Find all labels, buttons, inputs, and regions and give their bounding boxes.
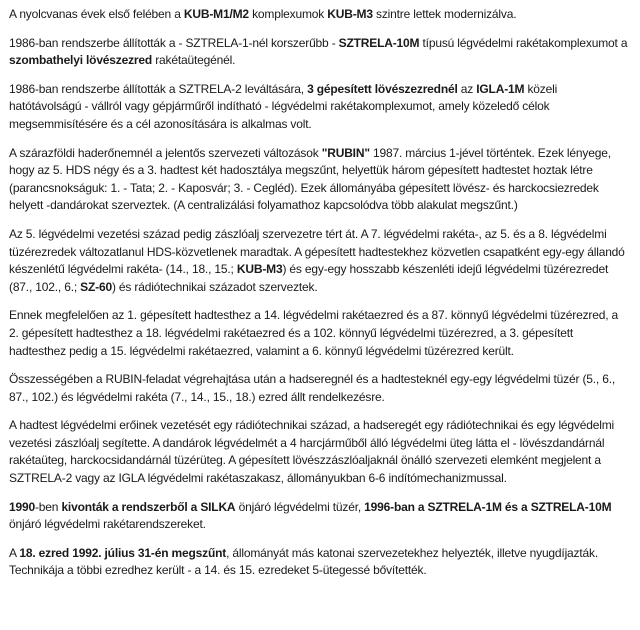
- bold-text-run: "RUBIN": [321, 145, 370, 160]
- text-run: az: [457, 81, 477, 96]
- paragraph: [9, 371, 630, 406]
- text-run: A: [9, 545, 20, 560]
- text-run: önjáró légvédelmi tüzér,: [235, 499, 365, 514]
- paragraph: [9, 307, 630, 360]
- text-run: A szárazföldi haderőnemnél a jelentős szervezeti változások: [9, 145, 322, 160]
- text-run: A hadtest légvédelmi erőinek vezetését egy rádiótechnikai század, a hadseregét egy rádiótechnikai és egy légvédelmi vezetési zászlóalj segítette. A dandárok légvédelmét a 4 harcjárműből álló légvédelmi üteg látta el - lövészdandárnál rakétaüteg, harckocsidandárnál tüzérüteg. A gépesített lövészzászlóaljaknál önálló szervezeti elemként megjelent a SZTRELA-2 vagy az IGLA légvédelmi rakétaszakasz, állományukban 6-6 indítómechanizmussal.: [9, 418, 615, 486]
- paragraph: [9, 226, 630, 296]
- text-run: közeli hatótávolságú - vállról vagy gépjárműről indítható - légvédelmi rakétakomplexumot, amely közeledő célok megsemmisítésére és a cél azonosítására is alkalmas volt.: [9, 81, 558, 131]
- paragraph: [9, 545, 630, 580]
- paragraph: [9, 145, 630, 215]
- paragraph: [9, 35, 630, 70]
- bold-text-run: SZ-60: [80, 279, 112, 294]
- paragraph: [9, 499, 630, 534]
- bold-text-run: KUB-M1/M2: [183, 7, 249, 21]
- text-run: 1986-ban rendszerbe állították a SZTRELA-2 leváltására,: [9, 81, 308, 96]
- text-run: komplexumok: [248, 7, 328, 21]
- bold-text-run: IGLA-1M: [476, 81, 525, 96]
- bold-text-run: SZTRELA-10M: [338, 35, 420, 50]
- text-run: Ennek megfelelően az 1. gépesített hadtesthez a 14. légvédelmi rakétaezred és a 87. könnyű légvédelmi tüzérezred, a 2. gépesített hadtesthez a 18. légvédelmi rakétaezred és a 102. könnyű légvédelmi tüzérezred, a 3. gépesített hadtesthez pedig a 15. légvédelmi rakétaezred, valamint a 6. könnyű légvédelmi tüzérezred került.: [9, 308, 619, 358]
- bold-text-run: KUB-M3: [327, 7, 373, 21]
- bold-text-run: KUB-M3: [236, 262, 283, 277]
- bold-text-run: kivonták a rendszerből a SILKA: [61, 499, 236, 514]
- text-run: Az 5. légvédelmi vezetési század pedig zászlóalj szervezetre tért át. A 7. légvédelmi rakéta-, az 5. és a 8. légvédelmi tüzérezredek változatlanul HDS-közvetlenek maradtak. A gépesített hadtestekhez közvetlen csapatként egy-egy állandó készenlétű légvédelmi rakéta- (14., 18., 15.;: [9, 226, 625, 277]
- bold-text-run: szombathelyi lövészezred: [9, 53, 153, 68]
- bold-text-run: 1990: [9, 499, 35, 514]
- text-run: ) és rádiótechnikai századot szerveztek.: [111, 279, 318, 294]
- text-run: A nyolcvanas évek első felében a: [9, 7, 184, 21]
- text-run: típusú légvédelmi rakétakomplexumot a: [419, 35, 628, 50]
- text-run: rakétaütegénél.: [152, 53, 236, 68]
- text-run: ) és egy-egy hosszabb készenléti idejű légvédelmi tüzérezredet (87., 102., 6.;: [9, 262, 609, 294]
- bold-text-run: 18. ezred 1992. július 31-én megszűnt: [19, 545, 227, 560]
- text-run: 1987. március 1-jével történtek. Ezek lényege, hogy az 5. HDS négy és a 3. hadtest két hadosztálya megszűnt, helyettük három gépesített hadtestet hoztak létre (parancsnokságuk: 1. - Tata; 2. - Kaposvár; 3. - Cegléd). Ezek állományába gépesített lövész- és harckocsiezredek helyett -dandárokat szerveztek. (A centralizálási folyamathoz kapcsolódva több alakulat megszűnt.): [9, 145, 611, 213]
- text-run: , állományát más katonai szervezetekhez helyezték, illetve nyugdíjazták. Technikája a többi ezredhez került - a 14. és 15. ezredeket 5-ütegessé bővítették.: [9, 545, 598, 578]
- text-run: önjáró légvédelmi rakétarendszereket.: [9, 517, 206, 532]
- bold-text-run: 1996-ban a SZTRELA-1M és a SZTRELA-10M: [364, 499, 612, 514]
- text-run: szintre lettek modernizálva.: [372, 7, 517, 21]
- bold-text-run: 3 gépesített lövészezrednél: [307, 81, 458, 96]
- paragraph: [9, 81, 630, 134]
- text-run: 1986-ban rendszerbe állították a - SZTRELA-1-nél korszerűbb -: [9, 35, 339, 50]
- paragraph: [9, 417, 630, 487]
- text-run: Összességében a RUBIN-feladat végrehajtása után a hadseregnél és a hadtesteknél egy-egy légvédelmi tüzér (5., 6., 87., 102.) és légvédelmi rakéta (7., 14., 15., 18.) ezred állt rendelkezésre.: [9, 372, 616, 404]
- paragraph: [9, 6, 630, 24]
- text-run: -ben: [34, 499, 62, 514]
